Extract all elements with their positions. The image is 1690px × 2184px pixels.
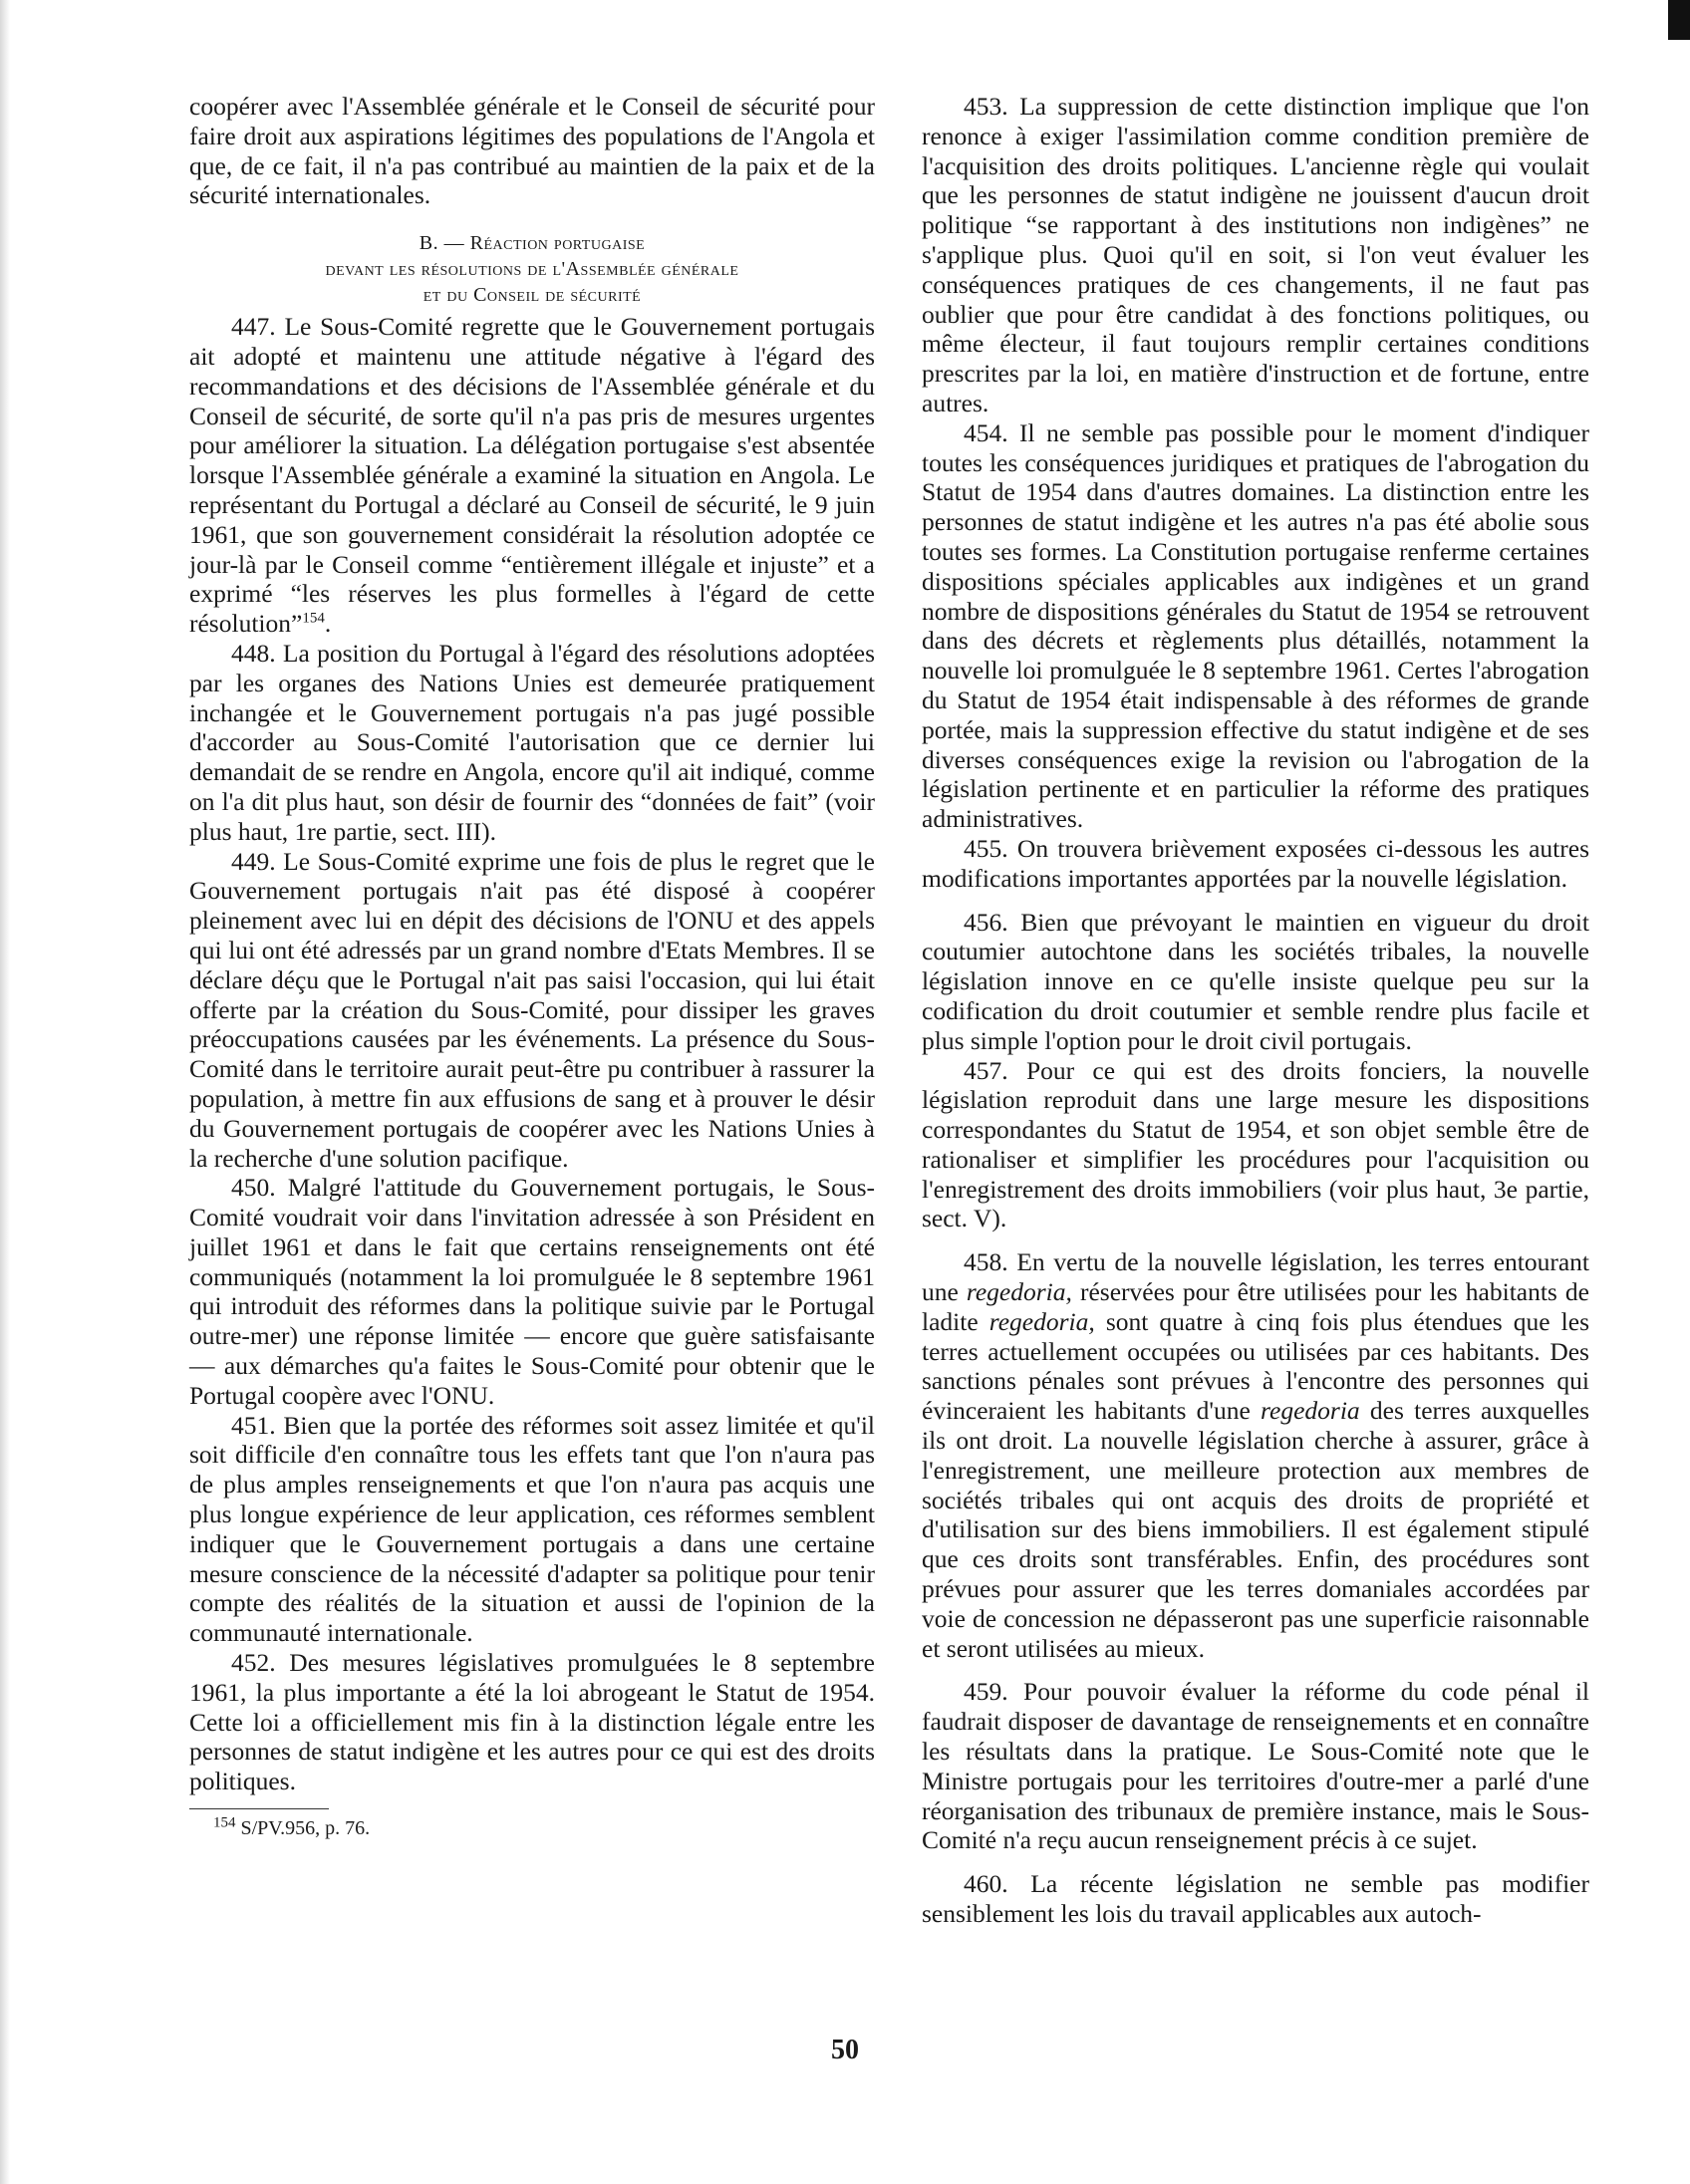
- footnote-number: 154: [213, 1814, 236, 1831]
- footnote-ref: 154: [302, 610, 325, 627]
- paragraph-452: 452. Des mesures législatives promulguées le 8 septembre 1961, la plus importante a été la loi abrogeant le Statut de 1954. Cette loi a officiellement mis fin à la distinction légale entre les personnes de statut indigène et les autres pour ce qui est des droits politiques.: [189, 1648, 875, 1796]
- paragraph-447: [189, 312, 875, 639]
- paragraph-458: [922, 1247, 1589, 1663]
- paragraph-continued: coopérer avec l'Assemblée générale et le Conseil de sécurité pour faire droit aux aspirations légitimes des populations de l'Angola et que, de ce fait, il n'a pas contribué au maintien de la paix et de la sécurité internationales.: [189, 92, 875, 210]
- paragraph-text: 447. Le Sous-Comité regrette que le Gouvernement portugais ait adopté et maintenu une attitude négative à l'égard des recommandations et des décisions de l'Assemblée générale et du Conseil de sécurité, de sorte qu'il n'a pas pris de mesures urgentes pour améliorer la situation. La délégation portugaise s'est absentée lorsque l'Assemblée générale a examiné la situation en Angola. Le représentant du Portugal a déclaré au Conseil de sécurité, le 9 juin 1961, que son gouvernement considérait la résolution adoptée ce jour-là par le Conseil comme “entièrement illégale et injuste” et a exprimé “les réserves les plus formelles à l'égard de cette résolution”: [189, 312, 875, 639]
- paragraph-451: 451. Bien que la portée des réformes soit assez limitée et qu'il soit difficile d'en connaître tous les effets tant que l'on n'aura pas de plus amples renseignements et que l'on n'aura pas acquis une plus longue expérience de leur application, ces réformes semblent indiquer que le Gouvernement portugais a dans une certaine mesure conscience de la nécessité d'adapter sa politique pour tenir compte des réalités de la situation et aussi de l'opinion de la communauté internationale.: [189, 1410, 875, 1648]
- paragraph-448: 448. La position du Portugal à l'égard des résolutions adoptées par les organes des Nations Unies est demeurée pratiquement inchangée et le Gouvernement portugais n'a pas jugé possible d'accorder au Sous-Comité l'autorisation que ce dernier lui demandait de se rendre en Angola, encore qu'il ait indiqué, comme on l'a dit plus haut, son désir de fournir des “données de fait” (voir plus haut, 1re partie, sect. III).: [189, 638, 875, 846]
- paragraph-text: sont quatre à cinq fois plus étendues que les terres actuellement occupées ou utilisées par ces habitants. Des sanctions pénales sont prévues à l'encontre des personnes qui évinceraient les habitants d'une: [922, 1306, 1590, 1426]
- paragraph-end: .: [324, 609, 332, 639]
- paragraph-457: 457. Pour ce qui est des droits fonciers, la nouvelle législation reproduit dans une large mesure les dispositions correspondantes du Statut de 1954, et son objet semble être de rationaliser et simplifier les procédures pour l'acquisition ou l'enregistrement des droits immobiliers (voir plus haut, 3e partie, sect. V).: [922, 1055, 1589, 1233]
- scan-corner-mark: [1668, 0, 1690, 40]
- paragraph-450: 450. Malgré l'attitude du Gouvernement portugais, le Sous-Comité voudrait voir dans l'invitation adressée à son Président en juillet 1961 et dans le fait que certains renseignements ont été communiqués (notamment la loi promulguée le 8 septembre 1961 qui introduit des réformes dans la politique suivie par le Portugal outre-mer) une réponse limitée — encore que guère satisfaisante — aux démarches qu'a faites le Sous-Comité pour obtenir que le Portugal coopère avec l'ONU.: [189, 1173, 875, 1410]
- footnote: [189, 1815, 875, 1841]
- paragraph-459: 459. Pour pouvoir évaluer la réforme du code pénal il faudrait disposer de davantage de renseignements et en connaître les résultats dans la pratique. Le Sous-Comité note que le Ministre portugais pour les territoires d'outre-mer a parlé d'une réorganisation des tribunaux de première instance, mais le Sous-Comité n'a reçu aucun renseignement précis à ce sujet.: [922, 1677, 1589, 1855]
- paragraph-455: 455. On trouvera brièvement exposées ci-dessous les autres modifications importantes apportées par la nouvelle législation.: [922, 833, 1589, 893]
- left-column: [189, 92, 875, 1841]
- page-number: 50: [831, 2035, 859, 2065]
- right-column: [922, 92, 1589, 1929]
- paragraph-text: 458. En vertu de la nouvelle législation, les terres entourant une: [922, 1247, 1589, 1307]
- section-heading-line: B. — Réaction portugaise: [419, 232, 646, 255]
- italic-term: regedoria,: [966, 1277, 1072, 1307]
- paragraph-456: 456. Bien que prévoyant le maintien en vigueur du droit coutumier autochtone dans les sociétés tribales, la nouvelle législation innove en ce qu'elle insiste quelque peu sur la codification du droit coutumier et semble rendre plus facile et plus simple l'option pour le droit civil portugais.: [922, 907, 1589, 1055]
- paragraph-text: des terres auxquelles ils ont droit. La nouvelle législation cherche à assurer, grâce à l'enregistrement, une meilleure protection aux membres de sociétés tribales qui ont acquis des droits de propriété et d'utilisation sur des biens immobiliers. Il est également stipulé que ces droits sont transférables. Enfin, des procédures sont prévues pour assurer que les terres domaniales accordées par voie de concession ne dépasseront pas une superficie raisonnable et seront utilisées au mieux.: [922, 1396, 1590, 1663]
- paragraph-453: 453. La suppression de cette distinction implique que l'on renonce à exiger l'assimilation comme condition première de l'acquisition des droits politiques. L'ancienne règle qui voulait que les personnes de statut indigène ne jouissent d'aucun droit politique “se rapportant à des institutions non indigènes” ne s'applique plus. Quoi qu'il en soit, si l'on veut évaluer les conséquences pratiques de ces changements, il ne faut pas oublier que pour être candidat à des fonctions politiques, ou même électeur, il faut toujours remplir certaines conditions prescrites par la loi, en matière d'instruction et de fortune, entre autres.: [922, 92, 1589, 417]
- section-heading-line: devant les résolutions de l'Assemblée générale: [325, 258, 739, 281]
- paragraph-454: 454. Il ne semble pas possible pour le moment d'indiquer toutes les conséquences juridiques et pratiques de l'abrogation du Statut de 1954 dans d'autres domaines. La distinction entre les personnes de statut indigène et les autres n'a pas été abolie sous toutes ses formes. La Constitution portugaise renferme certaines dispositions spéciales applicables aux indigènes et un grand nombre de dispositions générales du Statut de 1954 se retrouvent dans des décrets et règlements plus détaillés, notamment la nouvelle loi promulguée le 8 septembre 1961. Certes l'abrogation du Statut de 1954 était indispensable à des réformes de grande portée, mais la suppression effective du statut indigène et de ses diverses conséquences exige la revision ou l'abrogation de la législation pertinente et en particulier la réforme des pratiques administratives.: [922, 417, 1589, 834]
- paragraph-449: 449. Le Sous-Comité exprime une fois de plus le regret que le Gouvernement portugais n'ait pas été disposé à coopérer pleinement avec lui en dépit des décisions de l'ONU et des appels qui lui ont été adressés par un grand nombre d'Etats Membres. Il se déclare déçu que le Portugal n'ait pas saisi l'occasion, qui lui était offerte par la création du Sous-Comité, pour dissiper les graves préoccupations causées par les événements. La présence du Sous-Comité dans le territoire aurait peut-être pu contribuer à rassurer la population, à mettre fin aux effusions de sang et à prouver le désir du Gouvernement portugais de coopérer avec les Nations Unies à la recherche d'une solution pacifique.: [189, 846, 875, 1173]
- paragraph-text: réservées pour être utilisées pour les habitants de ladite: [922, 1277, 1589, 1336]
- footnote-rule: [189, 1808, 329, 1809]
- paragraph-460: 460. La récente législation ne semble pas modifier sensiblement les lois du travail applicables aux autoch-: [922, 1869, 1589, 1929]
- italic-term: regedoria: [1261, 1396, 1360, 1426]
- scan-edge: [0, 0, 10, 2184]
- footnote-text: S/PV.956, p. 76.: [235, 1817, 371, 1840]
- section-heading-line: et du Conseil de sécurité: [422, 284, 642, 307]
- italic-term: regedoria,: [988, 1306, 1095, 1336]
- section-heading: [189, 230, 875, 308]
